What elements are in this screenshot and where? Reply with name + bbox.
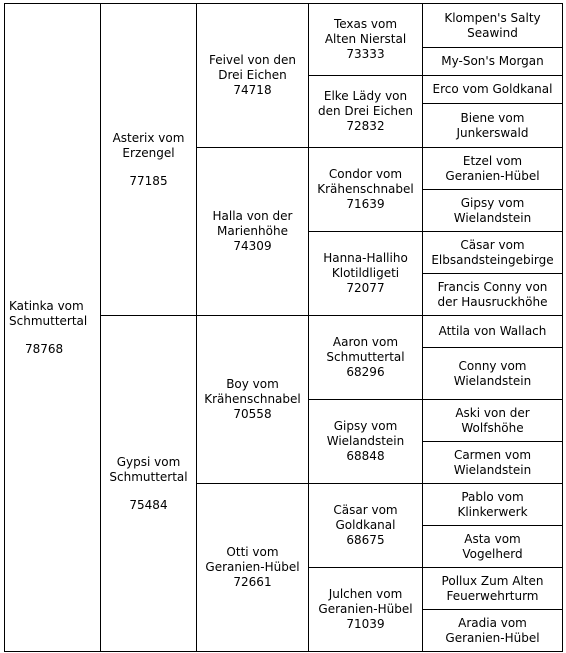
dog-name-line1: Aski von der xyxy=(455,405,530,420)
dog-name-line2: Klinkerwerk xyxy=(457,504,528,519)
registration-number: 68848 xyxy=(346,449,385,463)
dog-name-line2: Drei Eichen xyxy=(218,68,287,82)
dog-name-line2: Vogelherd xyxy=(462,546,523,561)
gen5-cell xyxy=(423,190,563,232)
dog-name-line1: Condor vom xyxy=(328,167,403,181)
gen5-cell xyxy=(423,400,563,442)
registration-number: 70558 xyxy=(233,407,272,421)
gen5-cell xyxy=(423,232,563,274)
dog-name-line2: Geranien-Hübel xyxy=(445,168,540,183)
gen3-cell xyxy=(197,484,309,652)
gen4-cell xyxy=(309,316,423,400)
registration-number: 72832 xyxy=(346,119,385,133)
gen5-cell xyxy=(423,442,563,484)
dog-name-line1: Attila von Wallach xyxy=(438,324,547,338)
gen5-cell xyxy=(423,48,563,76)
dog-name-line2: Geranien-Hübel xyxy=(205,560,300,574)
gen3-cell xyxy=(197,316,309,484)
registration-number: 77185 xyxy=(129,173,168,188)
dog-name-line1: Pollux Zum Alten xyxy=(441,573,544,588)
gen5-cell xyxy=(423,610,563,652)
dog-name-line1: Asta vom xyxy=(464,531,521,546)
dog-name-line2: Feuerwehrturm xyxy=(446,588,539,603)
registration-number: 74718 xyxy=(233,83,272,97)
dog-name-line1: Pablo vom xyxy=(461,489,524,504)
registration-number: 75484 xyxy=(129,497,168,512)
dog-name-line2: Klotildligeti xyxy=(331,266,400,280)
dog-name-line2: Wielandstein xyxy=(453,210,532,225)
registration-number: 78768 xyxy=(25,341,64,356)
dog-name-line2: Krähenschnabel xyxy=(204,392,301,406)
dog-name-line2: Wielandstein xyxy=(453,373,532,388)
dog-name-line2: Schmuttertal xyxy=(326,350,405,364)
pedigree-table xyxy=(4,3,563,652)
gen5-cell xyxy=(423,76,563,104)
gen5-cell xyxy=(423,526,563,568)
dog-name-line1: Cäsar vom xyxy=(333,503,398,517)
registration-number: 68296 xyxy=(346,365,385,379)
gen4-cell xyxy=(309,4,423,76)
dog-name-line1: Cäsar vom xyxy=(460,237,525,252)
gen4-cell xyxy=(309,484,423,568)
dog-name-line1: Boy vom xyxy=(226,377,279,391)
dog-name-line2: Marienhöhe xyxy=(217,224,288,238)
dog-name-line2: Junkerswald xyxy=(456,125,529,140)
dog-name-line1: Erco vom Goldkanal xyxy=(432,82,553,96)
dog-name-line2: Alten Nierstal xyxy=(324,32,407,46)
dog-name-line1: Aaron vom xyxy=(332,335,399,349)
dog-name-line1: Julchen vom xyxy=(328,587,403,601)
gen4-cell xyxy=(309,148,423,232)
dog-name-line1: Otti vom xyxy=(226,545,279,559)
dog-name-line1: Elke Lädy von xyxy=(323,89,408,103)
dog-name-line2: Geranien-Hübel xyxy=(445,630,540,645)
dog-name-line1: Carmen vom xyxy=(453,447,532,462)
dog-name-line1: Gipsy vom xyxy=(333,419,398,433)
registration-number: 71639 xyxy=(346,197,385,211)
dog-name-line1: Aradia vom xyxy=(458,615,527,630)
dog-name-line1: Feivel von den xyxy=(208,53,297,67)
dog-name-line2: Schmuttertal xyxy=(9,313,88,328)
gen1-cell xyxy=(5,4,101,652)
dog-name-line1: My-Son's Morgan xyxy=(441,54,544,68)
dog-name-line2: Goldkanal xyxy=(335,518,396,532)
registration-number: 72661 xyxy=(233,575,272,589)
gen5-cell xyxy=(423,484,563,526)
gen4-cell xyxy=(309,400,423,484)
dog-name-line2: Schmuttertal xyxy=(109,469,188,484)
gen4-cell xyxy=(309,76,423,148)
dog-name-line2: Krähenschnabel xyxy=(317,182,414,196)
gen5-cell xyxy=(423,4,563,48)
gen2-cell xyxy=(101,4,197,316)
registration-number: 71039 xyxy=(346,617,385,631)
gen5-cell xyxy=(423,104,563,148)
gen4-cell xyxy=(309,568,423,652)
dog-name-line2: Wielandstein xyxy=(453,462,532,477)
gen3-cell xyxy=(197,148,309,316)
dog-name-line1: Katinka vom xyxy=(9,298,84,313)
gen2-cell xyxy=(101,316,197,652)
gen4-cell xyxy=(309,232,423,316)
dog-name-line2: den Drei Eichen xyxy=(318,104,413,118)
dog-name-line1: Gipsy vom xyxy=(460,195,525,210)
dog-name-line1: Francis Conny von xyxy=(437,279,548,294)
dog-name-line1: Gypsi vom xyxy=(116,454,181,469)
gen5-cell xyxy=(423,348,563,400)
dog-name-line2: der Hausruckhöhe xyxy=(437,294,548,309)
gen3-cell xyxy=(197,4,309,148)
gen5-cell xyxy=(423,148,563,190)
dog-name-line1: Texas vom xyxy=(333,17,398,31)
dog-name-line1: Etzel vom xyxy=(462,153,523,168)
dog-name-line1: Asterix vom xyxy=(112,130,185,145)
registration-number: 73333 xyxy=(346,47,385,61)
registration-number: 74309 xyxy=(233,239,272,253)
dog-name-line2: Erzengel xyxy=(122,145,175,160)
dog-name-line2: Seawind xyxy=(467,25,518,40)
dog-name-line1: Halla von der xyxy=(212,209,293,223)
dog-name-line2: Wolfshöhe xyxy=(461,420,524,435)
dog-name-line1: Biene vom xyxy=(460,110,525,125)
dog-name-line2: Elbsandsteingebirge xyxy=(431,252,554,267)
registration-number: 72077 xyxy=(346,281,385,295)
gen5-cell xyxy=(423,568,563,610)
dog-name-line1: Klompen's Salty xyxy=(444,10,541,25)
gen5-cell xyxy=(423,316,563,348)
dog-name-line1: Conny vom xyxy=(458,358,527,373)
dog-name-line1: Hanna-Halliho xyxy=(323,251,408,265)
dog-name-line2: Geranien-Hübel xyxy=(318,602,413,616)
gen5-cell xyxy=(423,274,563,316)
dog-name-line2: Wielandstein xyxy=(326,434,405,448)
registration-number: 68675 xyxy=(346,533,385,547)
